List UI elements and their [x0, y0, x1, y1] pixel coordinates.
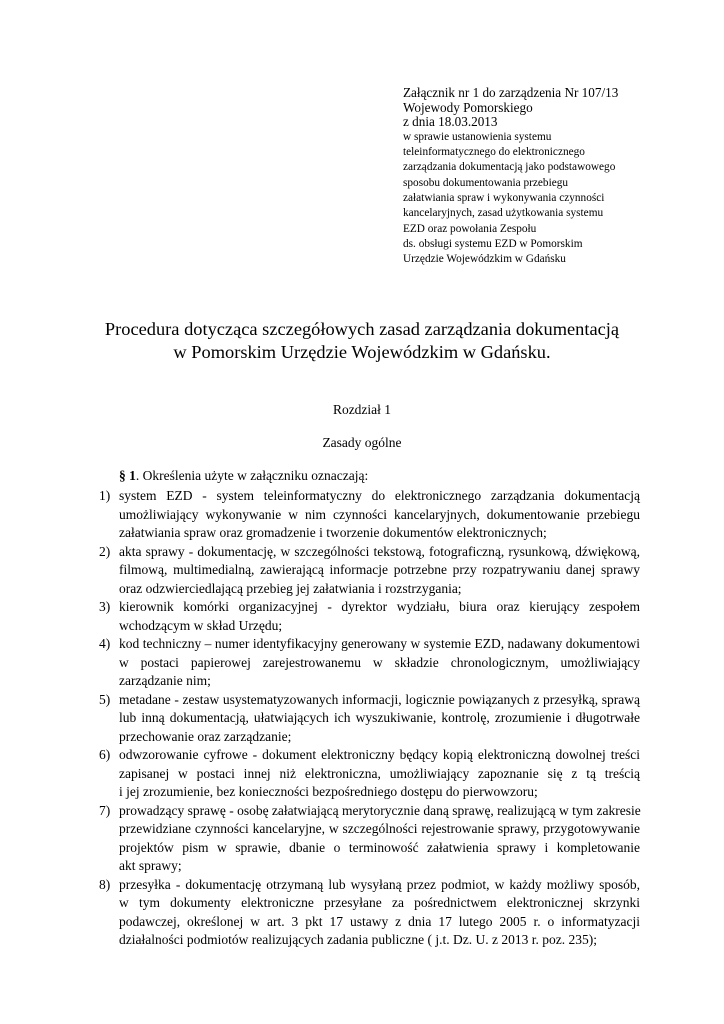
definition-text-line: filmową, multimedialną, zawierającą informacje potrzebne przy rozpatrywaniu danej sprawy [119, 562, 640, 577]
definition-text-line: wchodzącym w skład Urzędu; [119, 617, 283, 633]
chapter-name: Zasady ogólne [322, 435, 402, 450]
section-mark: § 1 [119, 468, 136, 483]
definition-text-line: kierownik komórki organizacyjnej - dyrektor wydziału, biura oraz kierujący zespołem [119, 599, 640, 614]
definition-text-line: zapisanej w postaci innej niż elektroniczna, umożliwiający zapoznanie się z tą treścią [119, 765, 640, 781]
definition-text-line: kod techniczny – numer identyfikacyjny generowany w systemie EZD, nadawany dokumentowi [119, 636, 640, 651]
definition-text-line: metadane - zestaw usystematyzowanych informacji, logicznie powiązanych z przesyłką, sprawą [119, 691, 640, 707]
annex-line: z dnia 18.03.2013 [403, 114, 498, 130]
title-line: w Pomorskim Urzędzie Wojewódzkim w Gdańsku. [173, 342, 551, 362]
definition-number: 6) [99, 747, 111, 762]
definition-text-line: odwzorowanie cyfrowe - dokument elektroniczny będący kopią elektroniczną dowolnej treści [119, 747, 640, 762]
definition-text-line: w postaci papierowej zarejestrowanemu w składzie chronologicznym, umożliwiający [119, 654, 640, 670]
definition-text-line: przewidziane czynności kancelaryjne, w szczególności rejestrowanie sprawy, przygotowywanie [119, 821, 640, 836]
definition-text-line: i jej zrozumienie, bez konieczności bezpośredniego dostępu do pierwowzoru; [119, 784, 538, 799]
definition-text-line: działalności podmiotów realizujących zadania publiczne ( j.t. Dz. U. z 2013 r. poz. 235); [119, 932, 597, 947]
definition-number: 5) [99, 691, 111, 707]
definition-number: 1) [99, 488, 111, 503]
section-text: . Określenia użyte w załączniku oznaczają: [135, 468, 369, 483]
annex-subject-line: ds. obsługi systemu EZD w Pomorskim [403, 237, 583, 250]
annex-subject-line: w sprawie ustanowienia systemu [403, 130, 552, 143]
definition-text-line: umożliwiający wykonywanie w nim czynności kancelaryjnych, dokumentowanie przebiegu [119, 506, 640, 522]
section-intro [119, 468, 368, 484]
definition-text-line: przesyłka - dokumentację otrzymaną lub wysyłaną przez podmiot, w każdy możliwy sposób, [119, 876, 640, 892]
annex-subject-line: kancelaryjnych, zasad użytkowania systemu [403, 207, 604, 220]
definition-text-line: lub inną dokumentacją, ułatwiających ich wyszukiwanie, kontrolę, zrozumienie i długotrwałe [119, 710, 640, 725]
definition-text-line: system EZD - system teleinformatyczny do elektronicznego zarządzania dokumentacją [119, 488, 640, 503]
definition-number: 4) [99, 636, 111, 651]
annex-subject-line: EZD oraz powołania Zespołu [403, 222, 537, 235]
definition-text-line: oraz odzwierciedlającą przebieg jej załatwiania i rozstrzygania; [119, 580, 462, 596]
annex-subject-line: teleinformatycznego do elektronicznego [403, 146, 585, 159]
annex-subject-line: sposobu dokumentowania przebiegu [403, 176, 569, 189]
annex-subject-line: Urzędzie Wojewódzkim w Gdańsku [403, 253, 566, 266]
annex-line: Załącznik nr 1 do zarządzenia Nr 107/13 [403, 85, 619, 100]
definition-number: 3) [99, 599, 111, 614]
title-line: Procedura dotycząca szczegółowych zasad zarządzania dokumentacją [104, 319, 620, 339]
definition-text-line: akt sprawy; [119, 858, 182, 873]
annex-subject-line: zarządzania dokumentacją jako podstawowego [403, 161, 616, 174]
annex-subject-line: załatwiania spraw i wykonywania czynności [403, 191, 605, 204]
definition-text-line: przechowanie oraz zarządzanie; [119, 728, 292, 744]
annex-header [403, 86, 663, 267]
definition-text-line: zarządzanie nim; [119, 673, 211, 688]
definition-text-line: załatwiania spraw oraz gromadzenie i tworzenie dokumentów elektronicznych; [119, 525, 547, 540]
definition-text-line: akta sprawy - dokumentację, w szczególności tekstową, fotograficzną, rysunkową, dźwiękową, [119, 543, 640, 559]
definition-number: 7) [99, 802, 111, 818]
definition-text-line: podawczej, określonej w art. 3 pkt 17 ustawy z dnia 17 lutego 2005 r. o informatyzacji [119, 913, 640, 929]
chapter-number: Rozdział 1 [332, 402, 392, 417]
definition-text-line: prowadzący sprawę - osobę załatwiającą merytorycznie daną sprawę, realizującą w tym zakresie [119, 802, 641, 818]
document-title [0, 318, 724, 364]
definition-text-line: projektów pism w sprawie, dbanie o terminowość załatwienia sprawy i kompletowanie [119, 839, 640, 855]
definition-number: 2) [99, 543, 111, 559]
annex-line: Wojewody Pomorskiego [403, 99, 533, 115]
definition-text-line: w tym dokumenty elektroniczne przesyłane za pośrednictwem elektronicznej skrzynki [119, 895, 640, 910]
definition-number: 8) [99, 876, 111, 892]
